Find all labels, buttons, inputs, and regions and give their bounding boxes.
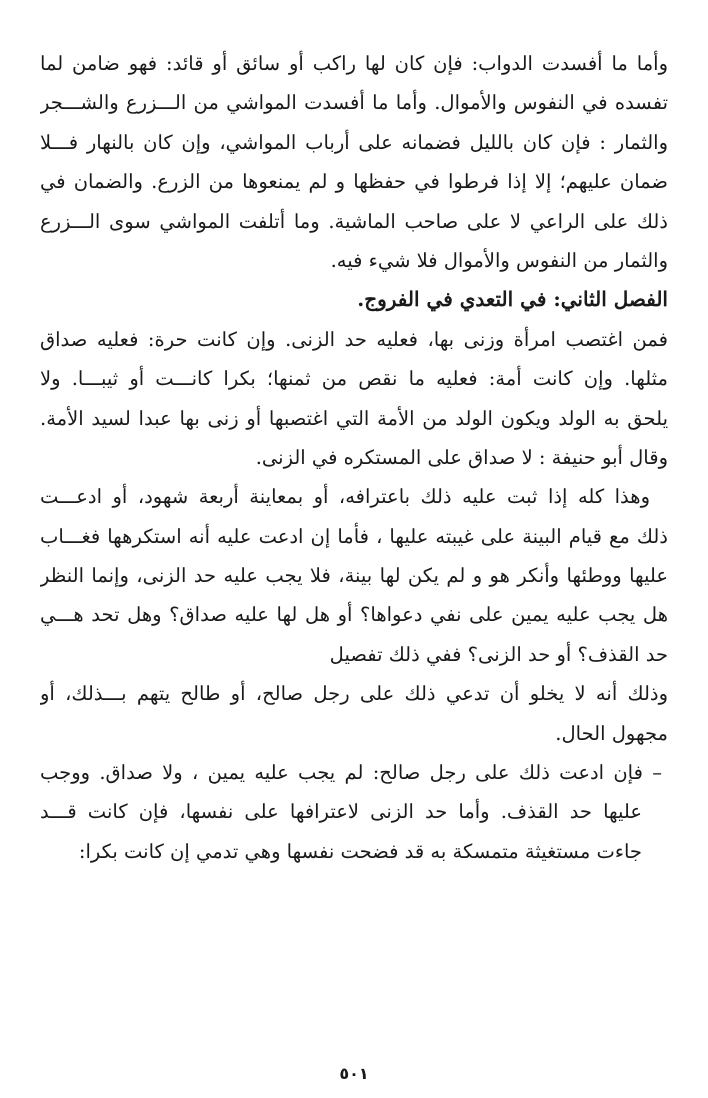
text-line: تفسده في النفوس والأموال. وأما ما أفسدت المواشي من الـــزرع والشـــجر bbox=[40, 91, 668, 115]
text-line: مثلها. وإن كانت أمة: فعليه ما نقص من ثمنها؛ بكرا كانـــت أو ثيبـــا. ولا bbox=[40, 367, 668, 391]
text-line: جاءت مستغيثة متمسكة به قد فضحت نفسها وهي تدمي إن كانت بكرا: bbox=[78, 839, 642, 863]
text-line: عليها حد القذف. وأما حد الزنى لاعترافها على نفسها، فإن كانت قـــد bbox=[40, 800, 642, 824]
text-line: والثمار من النفوس والأموال فلا شيء فيه. bbox=[330, 248, 668, 272]
section-heading: الفصل الثاني: في التعدي في الفروج. bbox=[357, 287, 668, 312]
text-line: ذلك مع قيام البينة على غيبته عليها ، فأما إن ادعت عليه أنه استكرهها فغـــاب bbox=[40, 524, 668, 548]
text-line: ذلك على الراعي لا على صاحب الماشية. وما أتلفت المواشي سوى الـــزرع bbox=[40, 209, 668, 233]
text-line: ضمان عليهم؛ إلا إذا فرطوا في حفظها و لم يمنعوها من الزرع. والضمان في bbox=[40, 170, 668, 194]
text-line: وذلك أنه لا يخلو أن تدعي ذلك على رجل صالح، أو طالح يتهم بـــذلك، أو bbox=[40, 682, 668, 706]
text-line: وأما ما أفسدت الدواب: فإن كان لها راكب أو سائق أو قائد: فهو ضامن لما bbox=[40, 52, 668, 75]
text-line: والثمار : فإن كان بالليل فضمانه على أرباب المواشي، وإن كان بالنهار فـــلا bbox=[40, 130, 668, 154]
text-line: مجهول الحال. bbox=[555, 721, 668, 745]
text-line: حد القذف؟ أو حد الزنى؟ ففي ذلك تفصيل bbox=[329, 642, 668, 666]
page-body bbox=[40, 44, 668, 871]
text-line: عليها ووطئها وأنكر هو و لم يكن لها بينة، فلا يجب عليه حد الزنى، وإنما النظر bbox=[40, 564, 668, 588]
bullet-line: – فإن ادعت ذلك على رجل صالح: لم يجب عليه يمين ، ولا صداق. ووجب bbox=[40, 761, 662, 785]
text-line: فمن اغتصب امرأة وزنى بها، فعليه حد الزنى. وإن كانت حرة: فعليه صداق bbox=[40, 327, 668, 351]
text-line: هل يجب عليه يمين على نفي دعواها؟ أو هل لها عليه صداق؟ وهل تحد هـــي bbox=[40, 603, 668, 627]
page-number: ٥٠١ bbox=[339, 1064, 369, 1083]
text-line: وقال أبو حنيفة : لا صداق على المستكره في الزنى. bbox=[255, 445, 668, 469]
text-line: يلحق به الولد ويكون الولد من الأمة التي اغتصبها أو زنى بها عبدا لسيد الأمة. bbox=[40, 406, 668, 430]
text-line: وهذا كله إذا ثبت عليه ذلك باعترافه، أو بمعاينة أربعة شهود، أو ادعـــت bbox=[40, 485, 650, 509]
